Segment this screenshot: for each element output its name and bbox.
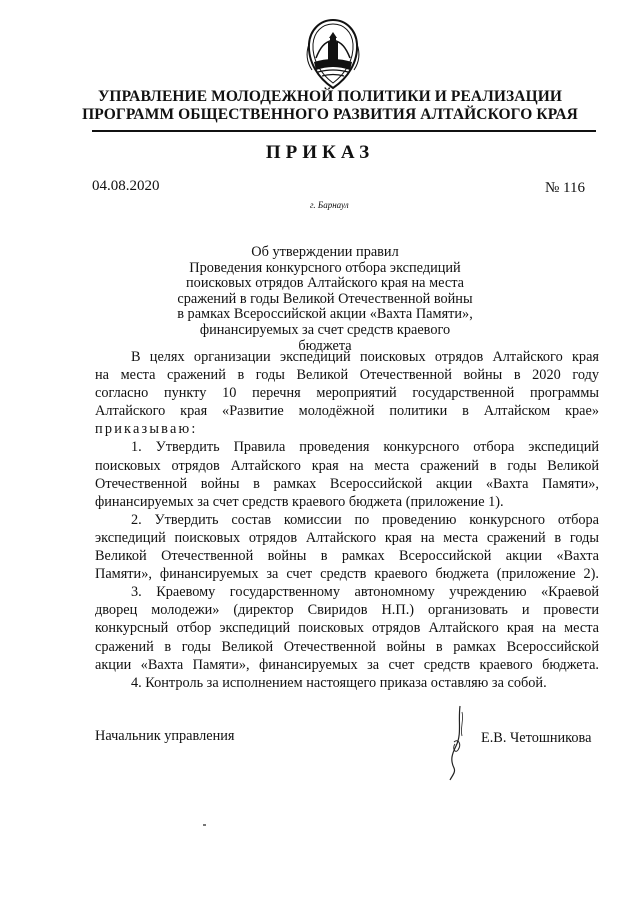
subject-line: сражений в годы Великой Отечественной войны [177,290,473,307]
order-number: № 116 [545,180,586,196]
subject-line: Проведения конкурсного отбора экспедиций [189,259,461,276]
body-line: 2. Утвердить состав комиссии по проведению конкурсного отбора [131,511,599,528]
document-title: ПРИКАЗ [265,142,375,163]
body-line: 3. Краевому государственному автономному учреждению «Краевой [131,584,599,601]
body-line: Отечественной войны в рамках Всероссийской акции «Вахта Памяти», [95,475,599,492]
body-line: В целях организации экспедиций поисковых отрядов Алтайского края [131,349,599,365]
signer-name: Е.В. Четошникова [481,730,592,746]
header-divider [92,130,596,132]
body-line: поисковых отрядов Алтайского края на места сражений в годы Великой [95,457,599,474]
subject-line: в рамках Всероссийской акции «Вахта Памяти», [177,306,473,323]
body-line: сражений в годы Великой Отечественной войны в рамках Всероссийской [95,638,599,655]
signature-icon [440,702,470,782]
subject-line: поисковых отрядов Алтайского края на места [186,275,464,292]
body-line-directive: приказываю: [95,421,198,438]
org-name-line-2: ПРОГРАММ ОБЩЕСТВЕННОГО РАЗВИТИЯ АЛТАЙСКОГО КРАЯ [82,106,578,123]
body-line: согласно пункту 10 перечня мероприятий государственной программы [95,385,599,402]
body-line: 4. Контроль за исполнением настоящего приказа оставляю за собой. [131,674,547,691]
body-line: экспедиций поисковых отрядов Алтайского края на места сражений в годы [95,529,599,546]
body-line: на места сражений в годы Великой Отечественной войны в 2020 году [95,367,599,384]
subject-line: финансируемых за счет средств краевого [199,321,451,338]
body-line: акции «Вахта Памяти», финансируемых за счет средств краевого бюджета. [95,656,599,673]
body-line: 1. Утвердить Правила проведения конкурсного отбора экспедиций [131,439,599,456]
issue-city: г. Барнаул [310,200,349,210]
body-line: Алтайского края «Развитие молодёжной политики в Алтайском крае» [95,403,599,420]
body-line: Великой Отечественной войны в рамках Всероссийской акции «Вахта [95,548,599,565]
subject-line: бюджета [298,337,352,354]
body-line: Памяти», финансируемых за счет средств краевого бюджета (приложение 2). [95,566,599,583]
signer-position: Начальник управления [95,728,235,744]
order-body [95,348,599,692]
coat-of-arms-icon [300,18,366,90]
scan-speck [203,824,206,826]
body-line: дворец молодежи» (директор Свиридов Н.П.) организовать и провести [95,602,599,619]
subject-line: Об утверждении правил [251,244,399,260]
order-date: 04.08.2020 [92,178,160,194]
body-line: финансируемых за счет средств краевого бюджета (приложение 1). [95,493,504,510]
body-line: конкурсный отбор экспедиций поисковых отрядов Алтайского края на места [95,620,599,637]
order-subject [150,245,500,354]
org-name-line-1: УПРАВЛЕНИЕ МОЛОДЕЖНОЙ ПОЛИТИКИ И РЕАЛИЗАЦИИ [97,88,563,105]
